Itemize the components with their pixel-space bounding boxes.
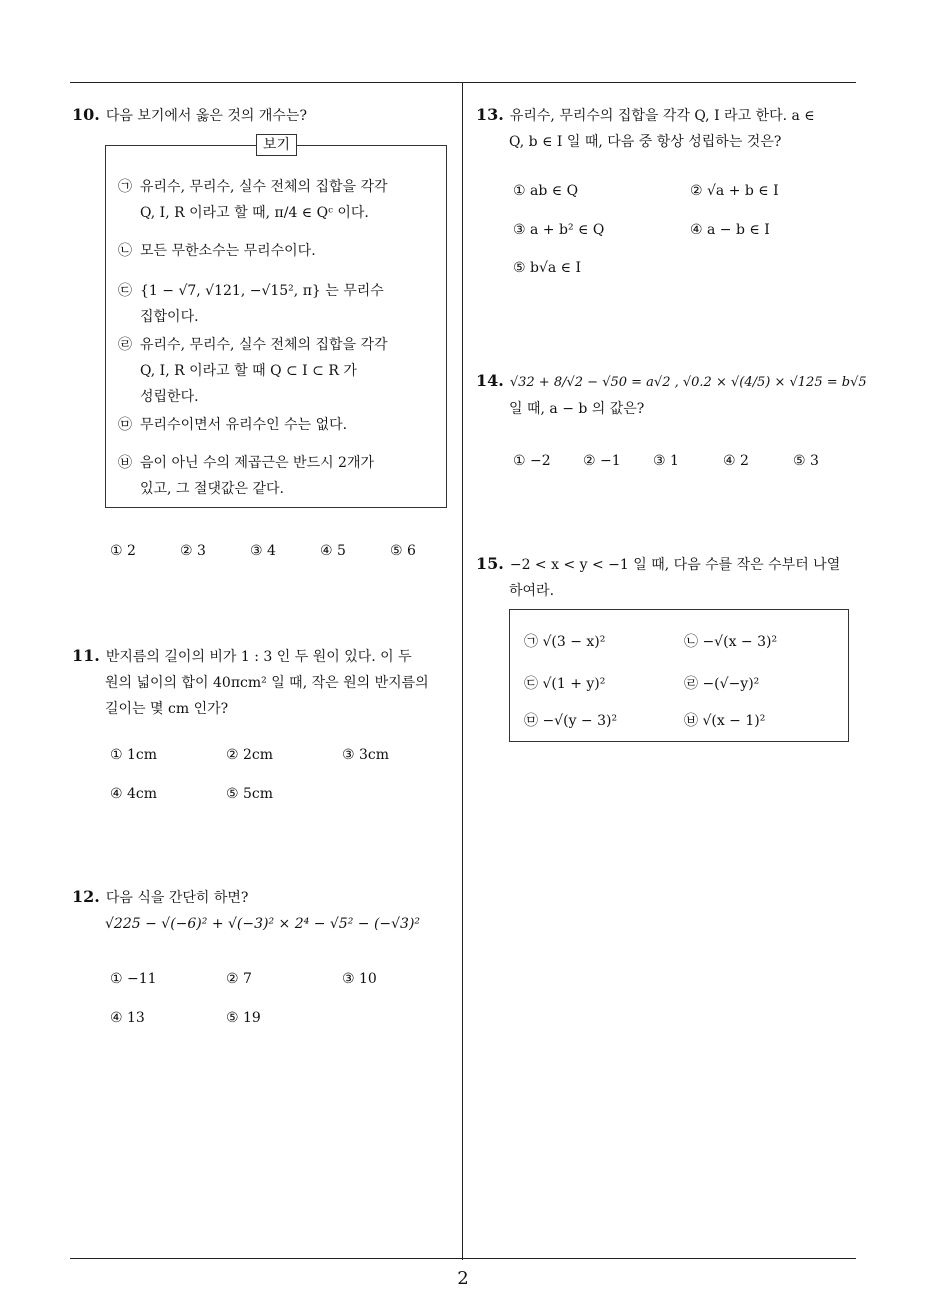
item-text: 무리수이면서 유리수인 수는 없다. [140,417,348,433]
choice-1[interactable]: ① ab ∈ Q [513,183,579,199]
choice-1[interactable]: ① 2 [110,543,136,559]
example-item [118,412,347,438]
item-mark: ㉢ [118,283,132,299]
choice-3[interactable]: ③ 1 [653,453,679,469]
example-item [118,332,388,410]
item-mark: ㉠ [118,179,132,195]
expression-box [509,609,849,742]
example-item [118,450,374,502]
choice-3[interactable]: ③ 3cm [342,747,390,763]
choice-3[interactable]: ③ 4 [250,543,276,559]
question-number: 15. [476,554,504,573]
choice-2[interactable]: ② √a + b ∈ I [690,183,779,199]
box-item: ㉢ √(1 + y)² [524,676,606,692]
question-15 [476,551,840,604]
question-number: 14. [476,371,504,390]
math-expression: √225 − √(−6)² + √(−3)² × 2⁴ − √5² − (−√3)² [105,916,421,932]
item-mark: ㉤ [118,417,132,433]
question-text: 일 때, a − b 의 값은? [509,401,645,417]
example-item [118,238,316,264]
question-number: 12. [72,887,100,906]
question-number: 10. [72,105,100,124]
example-box [105,137,447,508]
item-text: 집합이다. [140,309,199,325]
choice-5[interactable]: ⑤ 5cm [226,786,274,802]
item-mark: ㉡ [118,243,132,259]
question-text: 원의 넓이의 합이 40πcm² 일 때, 작은 원의 반지름의 [105,675,429,691]
question-text: Q, b ∈ I 일 때, 다음 중 항상 성립하는 것은? [509,134,782,150]
choice-2[interactable]: ② 7 [226,971,252,987]
question-text: 다음 식을 간단히 하면? [105,890,249,906]
choice-2[interactable]: ② 3 [180,543,206,559]
column-divider [462,83,463,1260]
item-text: 성립한다. [140,389,199,405]
example-box-title: 보기 [256,134,297,156]
example-item [118,278,384,330]
choice-2[interactable]: ② 2cm [226,747,274,763]
top-rule [70,82,856,83]
question-text: 유리수, 무리수의 집합을 각각 Q, I 라고 한다. a ∈ [509,108,815,124]
question-text: 하여라. [509,583,555,599]
choice-4[interactable]: ④ 2 [723,453,749,469]
question-text: 다음 보기에서 옳은 것의 개수는? [105,108,307,124]
choice-1[interactable]: ① 1cm [110,747,158,763]
choice-4[interactable]: ④ 5 [320,543,346,559]
page-number: 2 [457,1268,469,1289]
question-10 [72,102,307,129]
box-item: ㉡ −√(x − 3)² [684,634,778,650]
choice-4[interactable]: ④ a − b ∈ I [690,222,770,238]
question-14 [476,368,867,422]
item-mark: ㉣ [118,337,132,353]
item-mark: ㉥ [118,455,132,471]
box-item: ㉥ √(x − 1)² [684,713,766,729]
choice-4[interactable]: ④ 4cm [110,786,158,802]
math-expression: √32 + 8/√2 − √50 = a√2 , √0.2 × √(4/5) × √125 = b√5 [509,375,867,390]
item-text: Q, I, R 이라고 할 때, π/4 ∈ Qᶜ 이다. [140,205,369,221]
choice-4[interactable]: ④ 13 [110,1010,145,1026]
question-number: 13. [476,105,504,124]
choice-5[interactable]: ⑤ 3 [793,453,819,469]
example-item [118,174,388,226]
item-text: Q, I, R 이라고 할 때 Q ⊂ I ⊂ R 가 [140,363,357,379]
item-text: {1 − √7, √121, −√15², π} 는 무리수 [140,283,384,299]
bottom-rule [70,1258,856,1259]
choice-3[interactable]: ③ a + b² ∈ Q [513,222,605,238]
item-text: 유리수, 무리수, 실수 전체의 집합을 각각 [140,179,388,195]
item-text: 있고, 그 절댓값은 같다. [140,481,284,497]
question-text: 길이는 몇 cm 인가? [105,701,229,717]
choice-1[interactable]: ① −2 [513,453,551,469]
question-text: −2 < x < y < −1 일 때, 다음 수를 작은 수부터 나열 [509,557,841,573]
question-13 [476,102,815,155]
question-11 [72,643,429,722]
question-text: 반지름의 길이의 비가 1 : 3 인 두 원이 있다. 이 두 [105,649,412,665]
choice-5[interactable]: ⑤ b√a ∈ I [513,260,582,276]
choice-5[interactable]: ⑤ 19 [226,1010,261,1026]
box-item: ㉤ −√(y − 3)² [524,713,618,729]
choice-2[interactable]: ② −1 [583,453,621,469]
question-12 [72,884,420,937]
box-item: ㉣ −(√−y)² [684,676,760,692]
choice-5[interactable]: ⑤ 6 [390,543,416,559]
item-text: 모든 무한소수는 무리수이다. [140,243,316,259]
choice-3[interactable]: ③ 10 [342,971,377,987]
box-item: ㉠ √(3 − x)² [524,634,606,650]
question-number: 11. [72,646,100,665]
item-text: 음이 아닌 수의 제곱근은 반드시 2개가 [140,455,375,471]
item-text: 유리수, 무리수, 실수 전체의 집합을 각각 [140,337,388,353]
choice-1[interactable]: ① −11 [110,971,157,987]
